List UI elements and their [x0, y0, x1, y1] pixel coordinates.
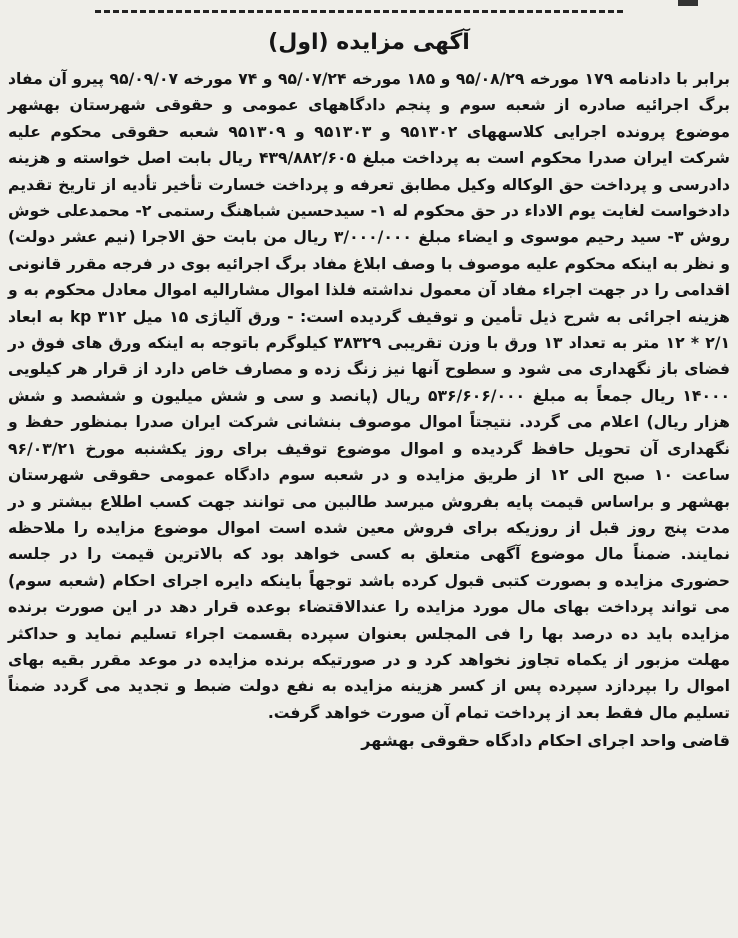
previous-notice-fragment [678, 0, 698, 6]
notice-body: برابر با دادنامه ۱۷۹ مورخه ۹۵/۰۸/۲۹ و ۱۸۵ مورخه ۹۵/۰۷/۲۴ و ۷۴ مورخه ۹۵/۰۹/۰۷ پیرو آن مفاد برگ اجرائیه صادره از شعبه سوم و پنجم دادگاههای عمومی و حقوقی شهرستان بهشهر موضوع پرونده اجرایی کلاسههای ۹۵۱۳۰۲ و ۹۵۱۳۰۳ و ۹۵۱۳۰۹ شعبه حقوقی محکوم علیه شرکت ایران صدرا محکوم است به پرداخت مبلغ ۴۳۹/۸۸۲/۶۰۵ ریال بابت اصل خواسته و هزینه دادرسی و پرداخت حق الوکاله وکیل مطابق تعرفه و پرداخت خسارت تأخیر تأدیه از تاریخ تقدیم دادخواست لغایت یوم الاداء در حق محکوم له ۱- سیدحسین شباهنگ رستمی ۲- محمدعلی خوش روش ۳- سید رحیم موسوی و ایضاء مبلغ ۳/۰۰۰/۰۰۰ ریال من بابت حق الاجرا (نیم عشر دولت) و نظر به اینکه محکوم علیه موصوف با وصف ابلاغ مفاد برگ اجرائیه بوی در فرجه مقرر قانونی اقدامی را در جهت اجراء مفاد آن معمول نداشته فلذا اموال مشارالیه اموال معادل محکوم به و هزینه اجرائی به شرح ذیل تأمین و توقیف گردیده است: - ورق آلیاژی ۱۵ میل ۳۱۲ kp به ابعاد ۲/۱ * ۱۲ متر به تعداد ۱۳ ورق با وزن تقریبی ۳۸۳۲۹ کیلوگرم باتوجه به اینکه ورق های فوق در فضای باز نگهداری می شود و سطوح آنها نیز زنگ زده و مصارف خاص دارد از قرار هر کیلویی ۱۴۰۰۰ ریال جمعاً به مبلغ ۵۳۶/۶۰۶/۰۰۰ ریال (پانصد و سی و شش میلیون و ششصد و شش هزار ریال) اعلام می گردد. نتیجتاً اموال موصوف بنشانی شرکت ایران صدرا بمنظور حفظ و نگهداری آن تحویل حافظ گردیده و اموال موضوع توقیف برای روز یکشنبه مورخ ۹۶/۰۳/۲۱ ساعت ۱۰ صبح الی ۱۲ از طریق مزایده و در شعبه سوم دادگاه عمومی حقوقی شهرستان بهشهر و براساس قیمت پایه بفروش میرسد طالبین می توانند جهت کسب اطلاع بیشتر و در مدت پنج روز قبل از روزیکه برای فروش معین شده است اموال موضوع مزایده را ملاحظه نمایند. ضمناً مال موضوع آگهی متعلق به کسی خواهد بود که بالاترین قیمت را در جلسه حضوری مزایده و بصورت کتبی قبول کرده باشد توجهاً باینکه دایره اجرای احکام (شعبه سوم) می تواند پرداخت بهای مال مورد مزایده را عندالاقتضاء بوعده قرار دهد در این صورت برنده مزایده باید ده درصد بها را فی المجلس بعنوان سپرده بقسمت اجراء تسلیم نماید و حداکثر مهلت مزبور از یکماه تجاوز نخواهد کرد و در صورتیکه برنده مزایده در موعد مقرر بقیه بهای اموال را بپردازد سپرده پس از کسر هزینه مزایده به نفع دولت ضبط و تجدید می گردد ضمناً تسلیم مال فقط بعد از پرداخت تمام آن صورت خواهد گرفت. [8, 70, 731, 722]
notice-signature: قاضی واحد اجرای احکام دادگاه حقوقی بهشهر [361, 731, 730, 751]
notice-title: آگهی مزایده (اول) [268, 30, 470, 55]
top-divider [95, 10, 623, 13]
auction-notice [8, 28, 730, 928]
